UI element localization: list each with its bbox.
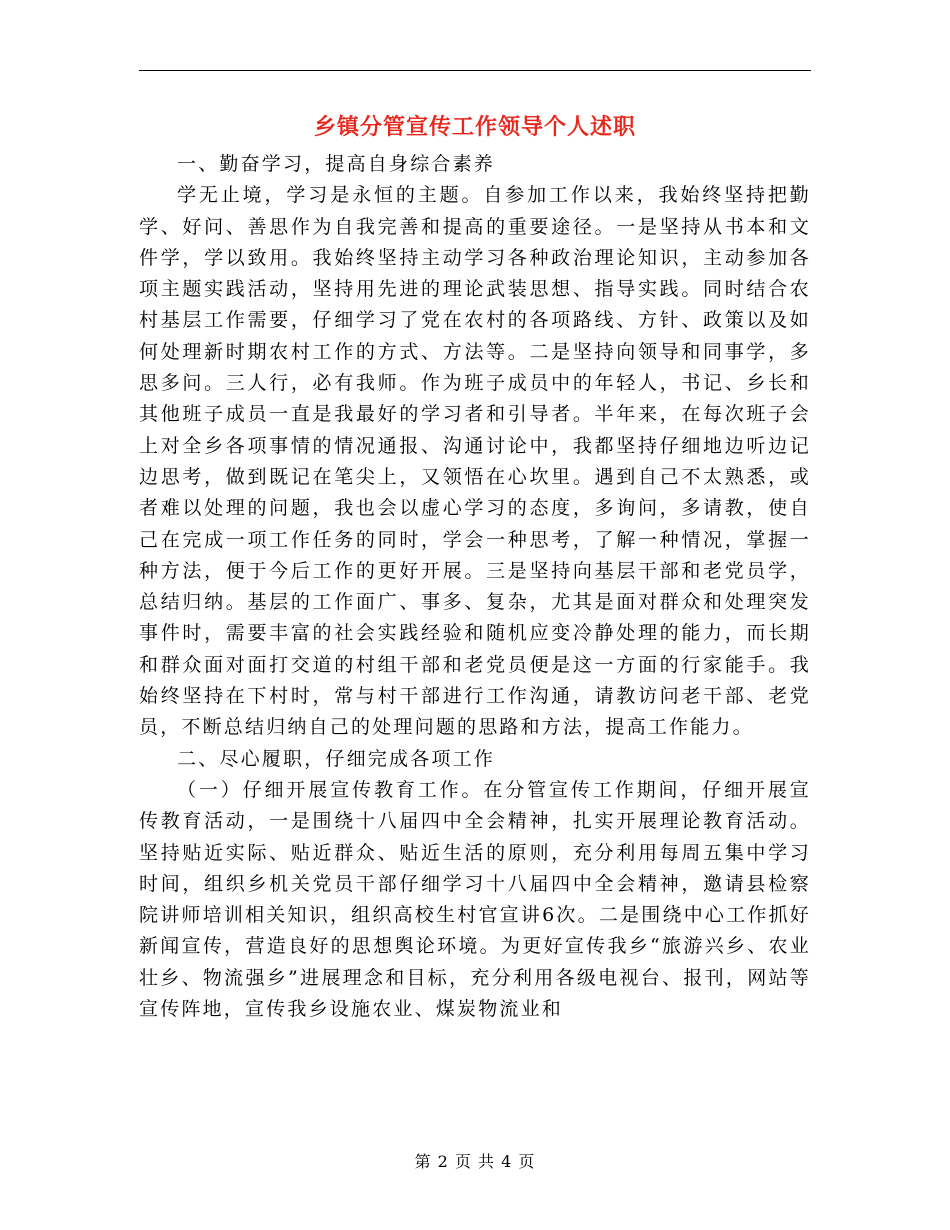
header-rule [139,70,811,71]
section-heading-1: 一、勤奋学习，提高自身综合素养 [177,153,496,175]
page-number-footer: 第 2 页 共 4 页 [414,1152,536,1171]
document-title: 乡镇分管宣传工作领导个人述职 [313,114,636,140]
section-heading-2: 二、尽心履职，仔细完成各项工作 [177,747,496,770]
document-body [139,149,811,1025]
body-paragraph-2: （一）仔细开展宣传教育工作。在分管宣传工作期间，仔细开展宣传教育活动，一是围绕十八届四中全会精神，扎实开展理论教育活动。坚持贴近实际、贴近群众、贴近生活的原则，充分利用每周五集中学习时间，组织乡机关党员干部仔细学习十八届四中全会精神，邀请县检察院讲师培训相关知识，组织高校生村官宣讲6次。二是围绕中心工作抓好新闻宣传，营造良好的思想舆论环境。为更好宣传我乡“旅游兴乡、农业壮乡、物流强乡”进展理念和目标，充分利用各级电视台、报刊，网站等宣传阵地，宣传我乡设施农业、煤炭物流业和 [139,778,811,1021]
body-paragraph-1: 学无止境，学习是永恒的主题。自参加工作以来，我始终坚持把勤学、好问、善思作为自我完善和提高的重要途径。一是坚持从书本和文件学，学以致用。我始终坚持主动学习各种政治理论知识，主动参加各项主题实践活动，坚持用先进的理论武装思想、指导实践。同时结合农村基层工作需要，仔细学习了党在农村的各项路线、方针、政策以及如何处理新时期农村工作的方式、方法等。二是坚持向领导和同事学，多思多问。三人行，必有我师。作为班子成员中的年轻人，书记、乡长和其他班子成员一直是我最好的学习者和引导者。半年来，在每次班子会上对全乡各项事情的情况通报、沟通讨论中，我都坚持仔细地边听边记边思考，做到既记在笔尖上，又领悟在心坎里。遇到自己不太熟悉，或者难以处理的问题，我也会以虚心学习的态度，多询问，多请教，使自己在完成一项工作任务的同时，学会一种思考，了解一种情况，掌握一种方法，便于今后工作的更好开展。三是坚持向基层干部和老党员学，总结归纳。基层的工作面广、事多、复杂，尤其是面对群众和处理突发事件时，需要丰富的社会实践经验和随机应变冷静处理的能力，而长期和群众面对面打交道的村组干部和老党员便是这一方面的行家能手。我始终坚持在下村时，常与村干部进行工作沟通，请教访问老干部、老党员，不断总结归纳自己的处理问题的思路和方法，提高工作能力。 [139,184,811,739]
